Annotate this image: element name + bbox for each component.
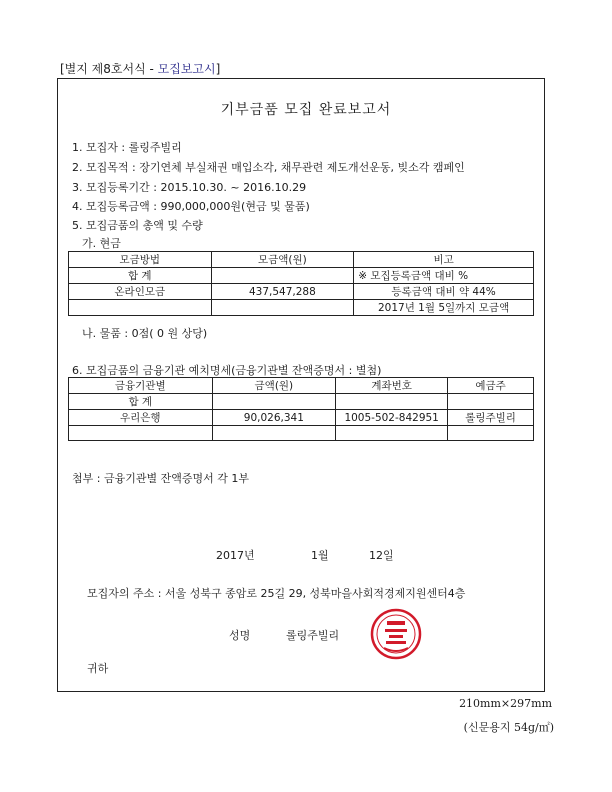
deposit-cell <box>336 394 448 410</box>
cash-table <box>68 251 534 316</box>
cash-header-method: 모금방법 <box>69 252 212 268</box>
deposit-cell <box>336 426 448 441</box>
deposit-header-amount: 금액(원) <box>212 378 336 394</box>
paper-size: 210mm×297mm <box>459 697 552 710</box>
table-row <box>69 300 534 316</box>
cash-cell <box>211 300 354 316</box>
deposit-cell <box>212 426 336 441</box>
cash-cell: 온라인모금 <box>69 284 212 300</box>
deposit-cell <box>448 394 534 410</box>
deposit-cell <box>69 426 213 441</box>
table-row <box>69 268 534 284</box>
attachment-line: 첨부 : 금융기관별 잔액증명서 각 1부 <box>72 472 249 485</box>
goods-line: 나. 물품 : 0점( 0 원 상당) <box>82 327 208 340</box>
cash-header-amount: 모금액(원) <box>211 252 354 268</box>
form-header-highlight: 모집보고시 <box>157 62 216 76</box>
deposit-header-institution: 금융기관별 <box>69 378 213 394</box>
deposit-cell <box>448 426 534 441</box>
cash-header-remark: 비고 <box>354 252 534 268</box>
recipient-line: 귀하 <box>87 662 109 675</box>
table-row <box>69 426 534 441</box>
date-day: 12일 <box>369 549 394 562</box>
deposit-table-header <box>69 378 534 394</box>
totals-heading: 5. 모집금품의 총액 및 수량 <box>72 219 203 232</box>
amount-line: 4. 모집등록금액 : 990,000,000원(현금 및 물품) <box>72 200 310 213</box>
deposit-header-holder: 예금주 <box>448 378 534 394</box>
deposit-cell: 90,026,341 <box>212 410 336 426</box>
cash-cell: 합 계 <box>69 268 212 284</box>
date-month: 1월 <box>311 549 329 562</box>
cash-cell <box>69 300 212 316</box>
deposit-cell: 1005-502-842951 <box>336 410 448 426</box>
date-year: 2017년 <box>216 549 255 562</box>
purpose-line: 2. 모집목적 : 장기연체 부실채권 매입소각, 채무관련 제도개선운동, 빚소각 캠페인 <box>72 161 465 174</box>
cash-cell: 2017년 1월 5일까지 모금액 <box>354 300 534 316</box>
deposit-cell: 롤링주빌리 <box>448 410 534 426</box>
table-row <box>69 394 534 410</box>
address-line: 모집자의 주소 : 서울 성북구 종암로 25길 29, 성북마을사회적경제지원센터4층 <box>87 587 466 600</box>
cash-cell <box>211 268 354 284</box>
cash-cell: 437,547,288 <box>211 284 354 300</box>
collector-line: 1. 모집자 : 롤링주빌리 <box>72 141 182 154</box>
deposit-header-account: 계좌번호 <box>336 378 448 394</box>
document-title: 기부금품 모집 완료보고서 <box>220 102 392 118</box>
period-line: 3. 모집등록기간 : 2015.10.30. ~ 2016.10.29 <box>72 181 307 194</box>
form-header-prefix: [별지 제8호서식 - <box>60 62 158 76</box>
deposit-heading: 6. 모집금품의 금융기관 예치명세(금융기관별 잔액증명서 : 별첨) <box>72 364 382 377</box>
name-value: 롤링주빌리 <box>286 629 340 642</box>
cash-cell: 등록금액 대비 약 44% <box>354 284 534 300</box>
cash-table-header <box>69 252 534 268</box>
deposit-table <box>68 377 534 441</box>
form-header-suffix: ] <box>215 62 221 76</box>
paper-note: (신문용지 54g/㎡) <box>463 721 554 734</box>
table-row <box>69 410 534 426</box>
form-header <box>60 60 220 77</box>
official-seal <box>370 608 422 660</box>
name-label: 성명 <box>229 629 251 642</box>
deposit-cell: 우리은행 <box>69 410 213 426</box>
table-row <box>69 284 534 300</box>
deposit-cell <box>212 394 336 410</box>
cash-cell: ※ 모집등록금액 대비 % <box>354 268 534 284</box>
deposit-cell: 합 계 <box>69 394 213 410</box>
cash-heading: 가. 현금 <box>82 237 121 250</box>
